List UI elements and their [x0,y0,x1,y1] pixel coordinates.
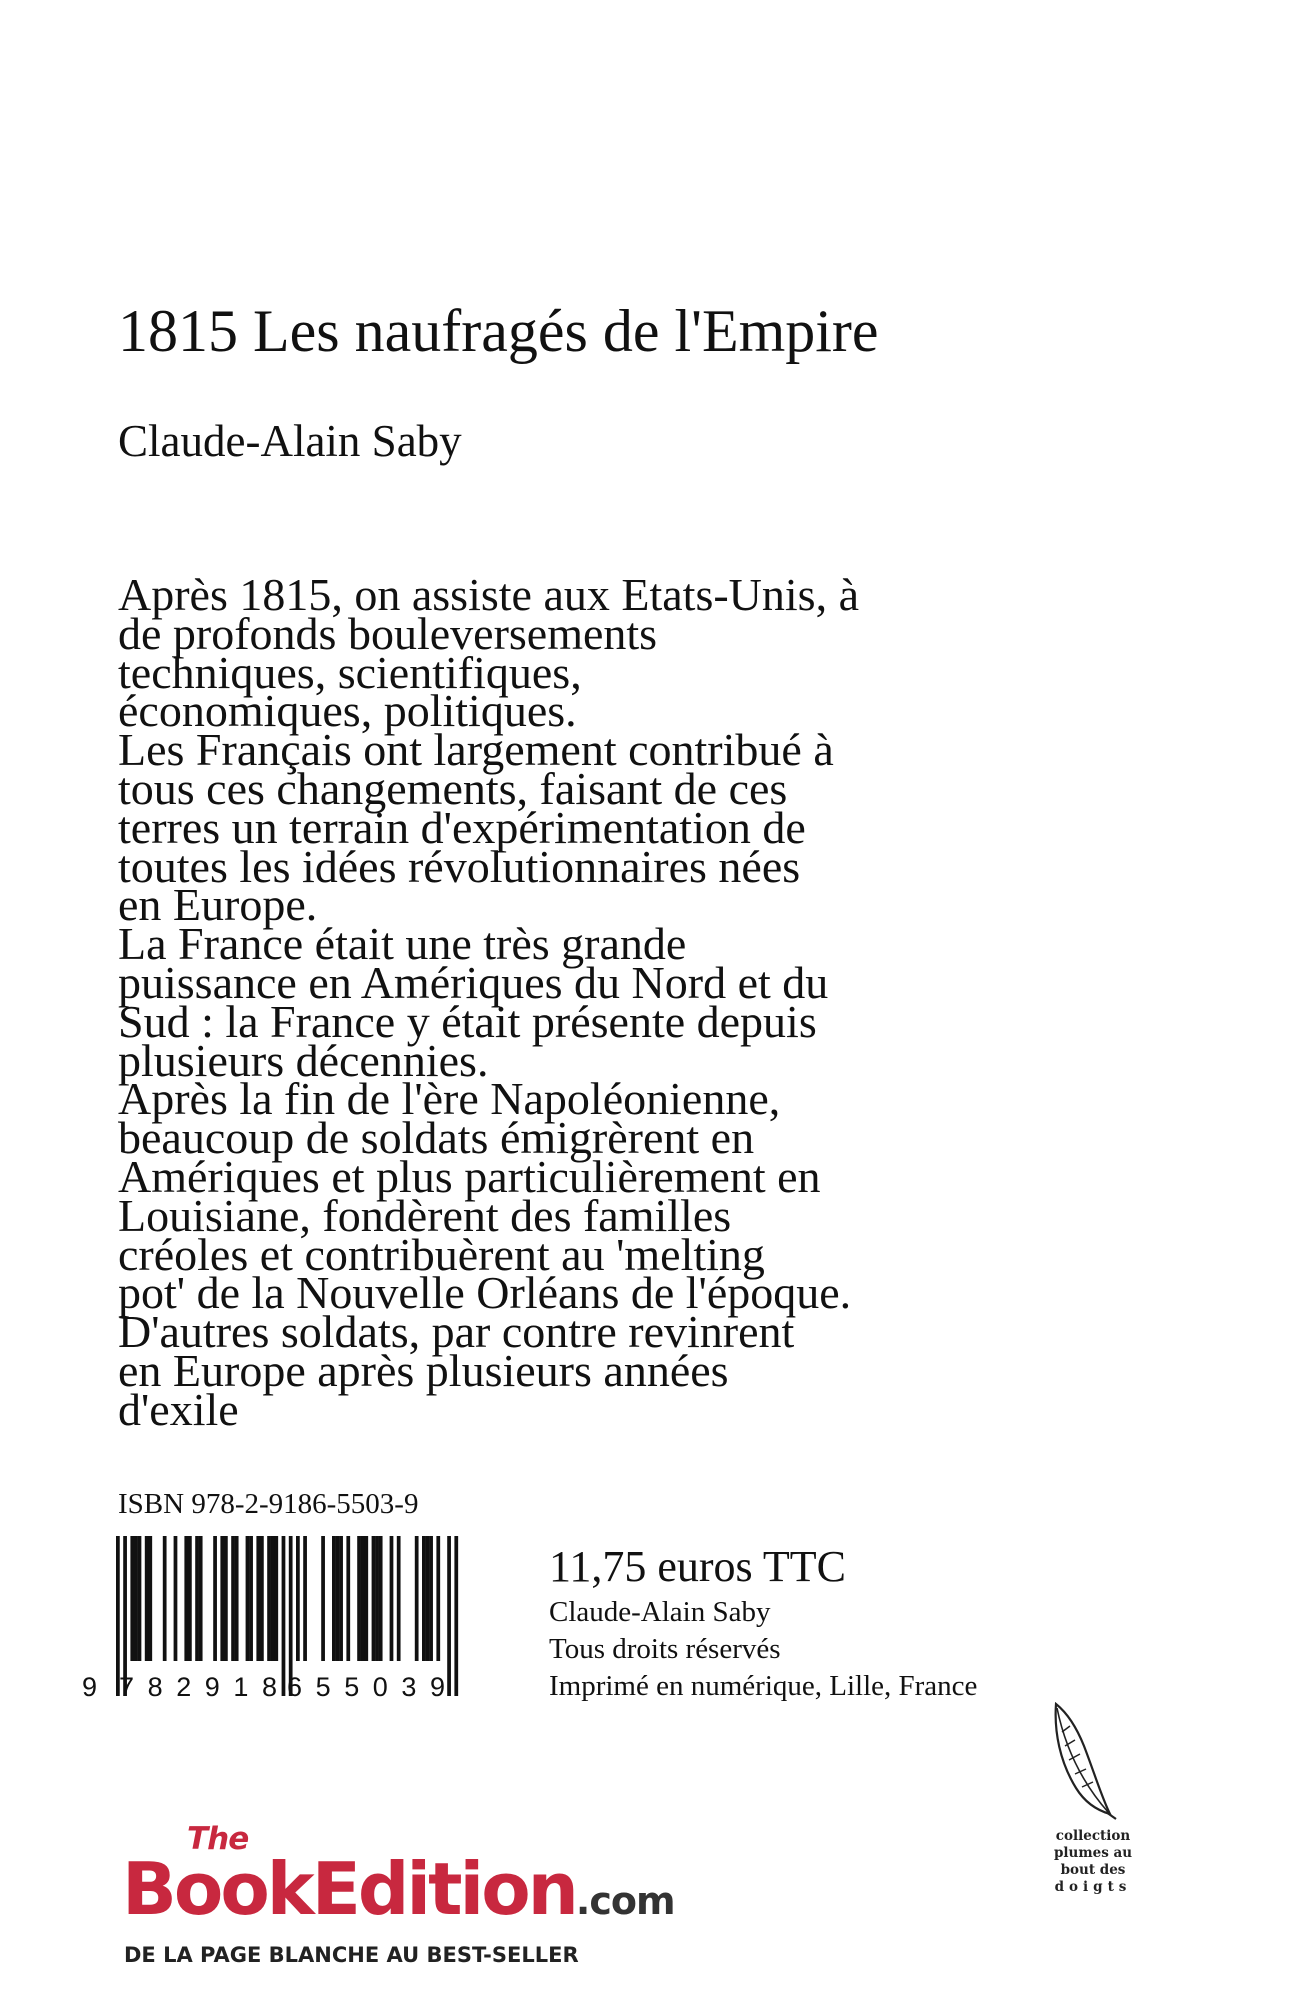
blurb-line: terres un terrain d'expérimentation de [118,801,806,853]
blurb-line: Amériques et plus particulièrement en [118,1150,821,1202]
barcode-bar [364,1536,368,1661]
publisher-logo [122,1822,722,1982]
feather-quill-icon [1050,1702,1120,1820]
blurb-line: de profonds bouleversements [118,607,658,659]
barcode-bar [213,1536,217,1661]
barcode-bar [282,1536,286,1696]
blurb-line: plusieurs décennies. [118,1034,489,1086]
collection-line: plumes au [1053,1845,1133,1861]
barcode-bar [224,1536,228,1661]
copyright-author: Claude-Alain Saby [549,1596,771,1628]
barcode-bar [130,1536,134,1661]
blurb [118,569,1018,1435]
author-name: Claude-Alain Saby [118,416,462,466]
barcode-bar [148,1536,152,1661]
barcode-bar [346,1536,350,1661]
collection-name [1028,1828,1158,1896]
blurb-line: beaucoup de soldats émigrèrent en [118,1112,755,1164]
blurb-line: Sud : la France y était présente depuis [118,995,817,1047]
barcode-bar [429,1536,433,1661]
barcode-bar [235,1536,239,1661]
barcode-bar [145,1536,149,1661]
barcode-digits-right: 655039 [287,1672,445,1701]
barcode-bar [188,1536,192,1661]
barcode-bar [199,1536,203,1661]
blurb-line: économiques, politiques. [118,685,577,737]
barcode-bar [436,1536,440,1661]
blurb-line: puissance en Amériques du Nord et du [118,956,829,1008]
barcode-bar [134,1536,138,1661]
blurb-line: Louisiane, fondèrent des familles [118,1189,732,1241]
barcode-bar [163,1536,167,1661]
barcode-bar [426,1536,430,1661]
barcode-bar [184,1536,188,1661]
collection-line: collection [1055,1828,1131,1844]
barcode-bar [321,1536,325,1661]
blurb-line: techniques, scientifiques, [118,646,582,698]
barcode-bar [256,1536,260,1661]
barcode-bar [390,1536,394,1661]
collection-line: doigts [1054,1879,1132,1895]
barcode-bar [361,1536,365,1661]
publisher-logo-name [122,1846,675,1944]
price-block [549,1540,977,1705]
rights-notice: Tous droits réservés [549,1633,781,1665]
barcode-bar [372,1536,376,1661]
barcode-bar [138,1536,142,1661]
price: 11,75 euros TTC [549,1542,846,1591]
blurb-line: La France était une très grande [118,918,687,970]
page-title: 1815 Les naufragés de l'Empire [118,298,879,364]
barcode-bar [174,1536,178,1661]
barcode-bar [422,1536,426,1661]
blurb-line: Les Français ont largement contribué à [118,724,834,776]
collection-line: bout des [1060,1862,1126,1878]
blurb-line: Après 1815, on assiste aux Etats-Unis, à [118,569,859,620]
barcode-bar [375,1536,379,1661]
collection-logo [1028,1702,1158,1982]
barcode-digit-lead: 9 [82,1672,98,1701]
publisher-domain: .com [575,1879,675,1923]
barcode-digits-left: 782918 [119,1672,277,1701]
publisher-tagline: DE LA PAGE BLANCHE AU BEST-SELLER [124,1943,579,1967]
barcode-bar [339,1536,343,1661]
barcode-bar [336,1536,340,1661]
barcode-bar [271,1536,275,1661]
blurb-line: créoles et contribuèrent au 'melting [118,1228,765,1280]
barcode-bar [379,1536,383,1661]
blurb-line: toutes les idées révolutionnaires nées [118,840,801,892]
blurb-line: D'autres soldats, par contre revinrent [118,1306,795,1358]
barcode-bar [195,1536,199,1661]
barcode-bar [260,1536,264,1661]
barcode-bar [447,1536,451,1696]
barcode-bar [332,1536,336,1661]
blurb-line: d'exile [118,1383,239,1435]
barcode-bar [220,1536,224,1661]
barcode-bar [231,1536,235,1661]
blurb-line: Après la fin de l'ère Napoléonienne, [118,1073,781,1125]
barcode-bar [303,1536,307,1661]
barcode-bar [267,1536,271,1661]
barcode [78,1536,498,1701]
publisher-name: BookEdition [122,1847,576,1931]
barcode-bar [274,1536,278,1661]
blurb-line: tous ces changements, faisant de ces [118,762,788,814]
publisher-logo-the: The [187,1821,249,1857]
barcode-bar [246,1536,250,1661]
blurb-line: pot' de la Nouvelle Orléans de l'époque. [118,1267,852,1319]
barcode-bar [415,1536,419,1661]
barcode-bar [296,1536,300,1661]
barcode-bar [397,1536,401,1661]
blurb-line: en Europe après plusieurs années [118,1344,729,1396]
printing-info: Imprimé en numérique, Lille, France [549,1670,978,1702]
blurb-line: en Europe. [118,879,318,931]
barcode-bar [357,1536,361,1661]
barcode-bar [454,1536,458,1696]
barcode-bar [249,1536,253,1661]
isbn-label: ISBN 978-2-9186-5503-9 [118,1488,419,1520]
